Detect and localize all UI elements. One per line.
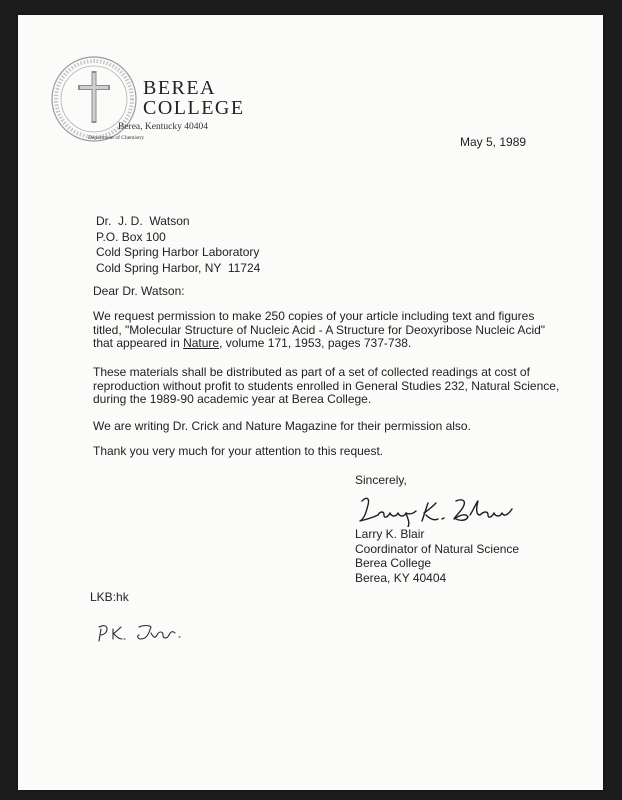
p1-text: We request permission to make 250 copies of your article including text and figures titled, "Molecular Structure of Nucleic Acid - A Structure for Deoxyribose Nucleic Acid" that appeared in <box>93 309 546 350</box>
recipient-po-box: P.O. Box 100 <box>96 229 166 244</box>
college-address: Berea, Kentucky 40404 <box>118 122 208 132</box>
letter-page <box>18 15 603 790</box>
body-paragraph-2: These materials shall be distributed as part of a set of collected readings at cost of reproduction without profit to students enrolled in General Studies 232, Natural Science, during the 1989-90 academic year at Berea College. <box>93 365 560 406</box>
typist-initials: LKB:hk <box>90 590 129 604</box>
college-name-line1: BEREA <box>143 77 217 99</box>
signer-city: Berea, KY 40404 <box>355 570 447 585</box>
salutation: Dear Dr. Watson: <box>93 284 185 298</box>
body-paragraph-3: We are writing Dr. Crick and Nature Magazine for their permission also. <box>93 419 471 433</box>
signature-image <box>356 493 516 527</box>
signature-block <box>355 527 519 585</box>
p1-tail: , volume 171, 1953, pages 737-738. <box>219 336 412 350</box>
recipient-city: Cold Spring Harbor, NY 11724 <box>96 260 261 275</box>
handwritten-note <box>93 619 193 645</box>
recipient-address <box>96 214 260 276</box>
signer-institution: Berea College <box>355 556 432 570</box>
body-paragraph-1 <box>93 310 563 351</box>
body-paragraph-4: Thank you very much for your attention to this request. <box>93 444 384 458</box>
college-name-line2: COLLEGE <box>143 97 245 119</box>
journal-name: Nature <box>183 336 220 350</box>
department-name: Department of Chemistry <box>88 135 145 141</box>
recipient-name: Dr. J. D. Watson <box>96 214 190 228</box>
recipient-organization: Cold Spring Harbor Laboratory <box>96 245 260 259</box>
signer-title: Coordinator of Natural Science <box>355 541 520 556</box>
letter-date: May 5, 1989 <box>460 135 527 149</box>
college-name <box>143 78 245 118</box>
closing: Sincerely, <box>355 473 407 487</box>
signer-name: Larry K. Blair <box>355 527 425 541</box>
